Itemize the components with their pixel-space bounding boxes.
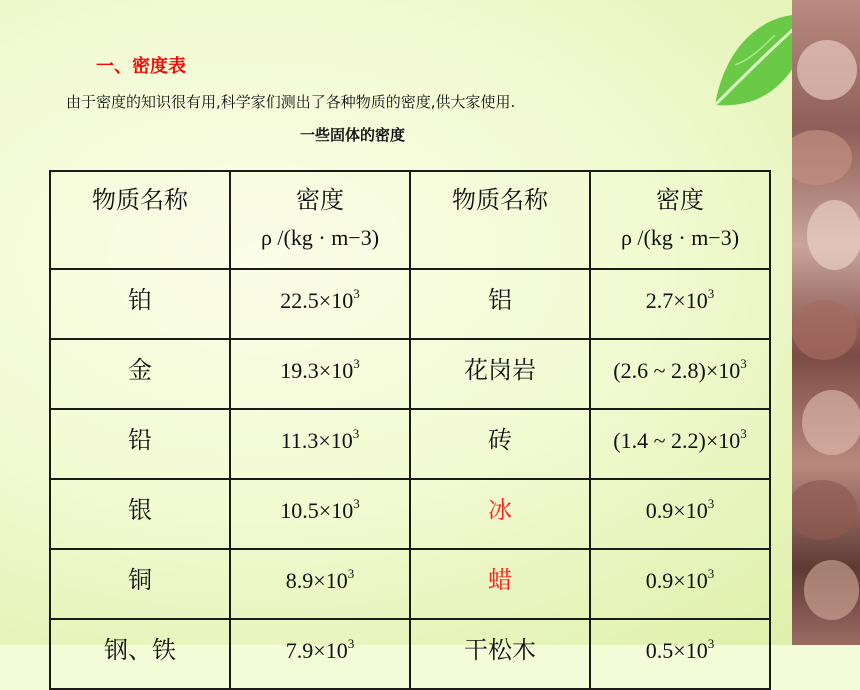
density-value-cell — [590, 269, 770, 339]
density-table — [49, 170, 771, 690]
density-value: 10.5×10 — [280, 498, 354, 523]
exponent: 3 — [347, 566, 355, 581]
substance-name-cell — [410, 479, 590, 549]
exponent: 3 — [707, 566, 715, 581]
density-value-cell — [230, 409, 410, 479]
substance-name-cell — [50, 409, 230, 479]
substance-name: 砖 — [488, 426, 512, 454]
substance-name-cell — [50, 269, 230, 339]
exponent: 3 — [352, 426, 360, 441]
exponent: 3 — [740, 426, 747, 441]
density-value: 8.9×10 — [285, 568, 348, 593]
density-value: (1.4 ~ 2.2)×10 — [613, 428, 741, 453]
header-density-2: 密度 ρ /(kg · m−3) — [590, 171, 770, 269]
table-row — [50, 269, 770, 339]
substance-name-cell — [410, 549, 590, 619]
table-header-row — [50, 171, 770, 269]
table-row — [50, 339, 770, 409]
substance-name: 铜 — [128, 566, 152, 594]
density-value-cell — [590, 479, 770, 549]
density-value-cell — [590, 409, 770, 479]
table-row — [50, 619, 770, 689]
substance-name: 铅 — [128, 426, 152, 454]
table-caption: 一些固体的密度 — [300, 126, 406, 144]
substance-name-cell — [50, 619, 230, 689]
table-row — [50, 479, 770, 549]
substance-name-cell — [50, 479, 230, 549]
header-substance-name: 物质名称 — [50, 171, 230, 269]
substance-name: 铝 — [488, 286, 512, 314]
density-value-cell — [230, 619, 410, 689]
substance-name: 银 — [128, 496, 152, 524]
density-value-cell — [230, 479, 410, 549]
substance-name-cell — [410, 339, 590, 409]
density-value-cell — [230, 339, 410, 409]
table-body — [50, 269, 770, 689]
substance-name: 蜡 — [488, 566, 512, 594]
density-value: 7.9×10 — [285, 638, 348, 663]
substance-name: 冰 — [488, 496, 512, 524]
substance-name-cell — [50, 549, 230, 619]
substance-name: 花岗岩 — [464, 356, 536, 384]
substance-name-cell — [410, 269, 590, 339]
substance-name-cell — [410, 619, 590, 689]
density-value: 11.3×10 — [280, 428, 353, 453]
flower-photo-strip — [792, 0, 860, 645]
substance-name: 钢、铁 — [104, 636, 176, 664]
density-value: 2.7×10 — [645, 288, 708, 313]
exponent: 3 — [353, 286, 360, 301]
density-value-cell — [590, 549, 770, 619]
substance-name: 金 — [128, 356, 152, 384]
substance-name: 干松木 — [464, 636, 536, 664]
density-value-cell — [230, 269, 410, 339]
section-heading: 一、密度表 — [96, 56, 186, 77]
density-value: (2.6 ~ 2.8)×10 — [613, 358, 741, 383]
header-density: 密度 ρ /(kg · m−3) — [230, 171, 410, 269]
header-substance-name-2: 物质名称 — [410, 171, 590, 269]
density-value-cell — [230, 549, 410, 619]
header-density-unit-2: ρ /(kg · m−3) — [620, 225, 740, 250]
exponent: 3 — [353, 496, 360, 511]
exponent: 3 — [707, 636, 715, 651]
density-value-cell — [590, 339, 770, 409]
density-value-cell — [590, 619, 770, 689]
density-value: 0.9×10 — [645, 568, 708, 593]
substance-name-cell — [410, 409, 590, 479]
density-value: 0.9×10 — [645, 498, 708, 523]
table-row — [50, 549, 770, 619]
substance-name: 铂 — [128, 286, 152, 314]
density-value: 19.3×10 — [280, 358, 354, 383]
exponent: 3 — [707, 286, 715, 301]
table-row — [50, 409, 770, 479]
exponent: 3 — [707, 496, 715, 511]
exponent: 3 — [353, 356, 360, 371]
header-density-unit: ρ /(kg · m−3) — [260, 225, 380, 250]
density-value: 0.5×10 — [645, 638, 708, 663]
density-value: 22.5×10 — [280, 288, 354, 313]
exponent: 3 — [740, 356, 747, 371]
intro-text: 由于密度的知识很有用,科学家们测出了各种物质的密度,供大家使用. — [66, 93, 516, 111]
substance-name-cell — [50, 339, 230, 409]
exponent: 3 — [347, 636, 355, 651]
